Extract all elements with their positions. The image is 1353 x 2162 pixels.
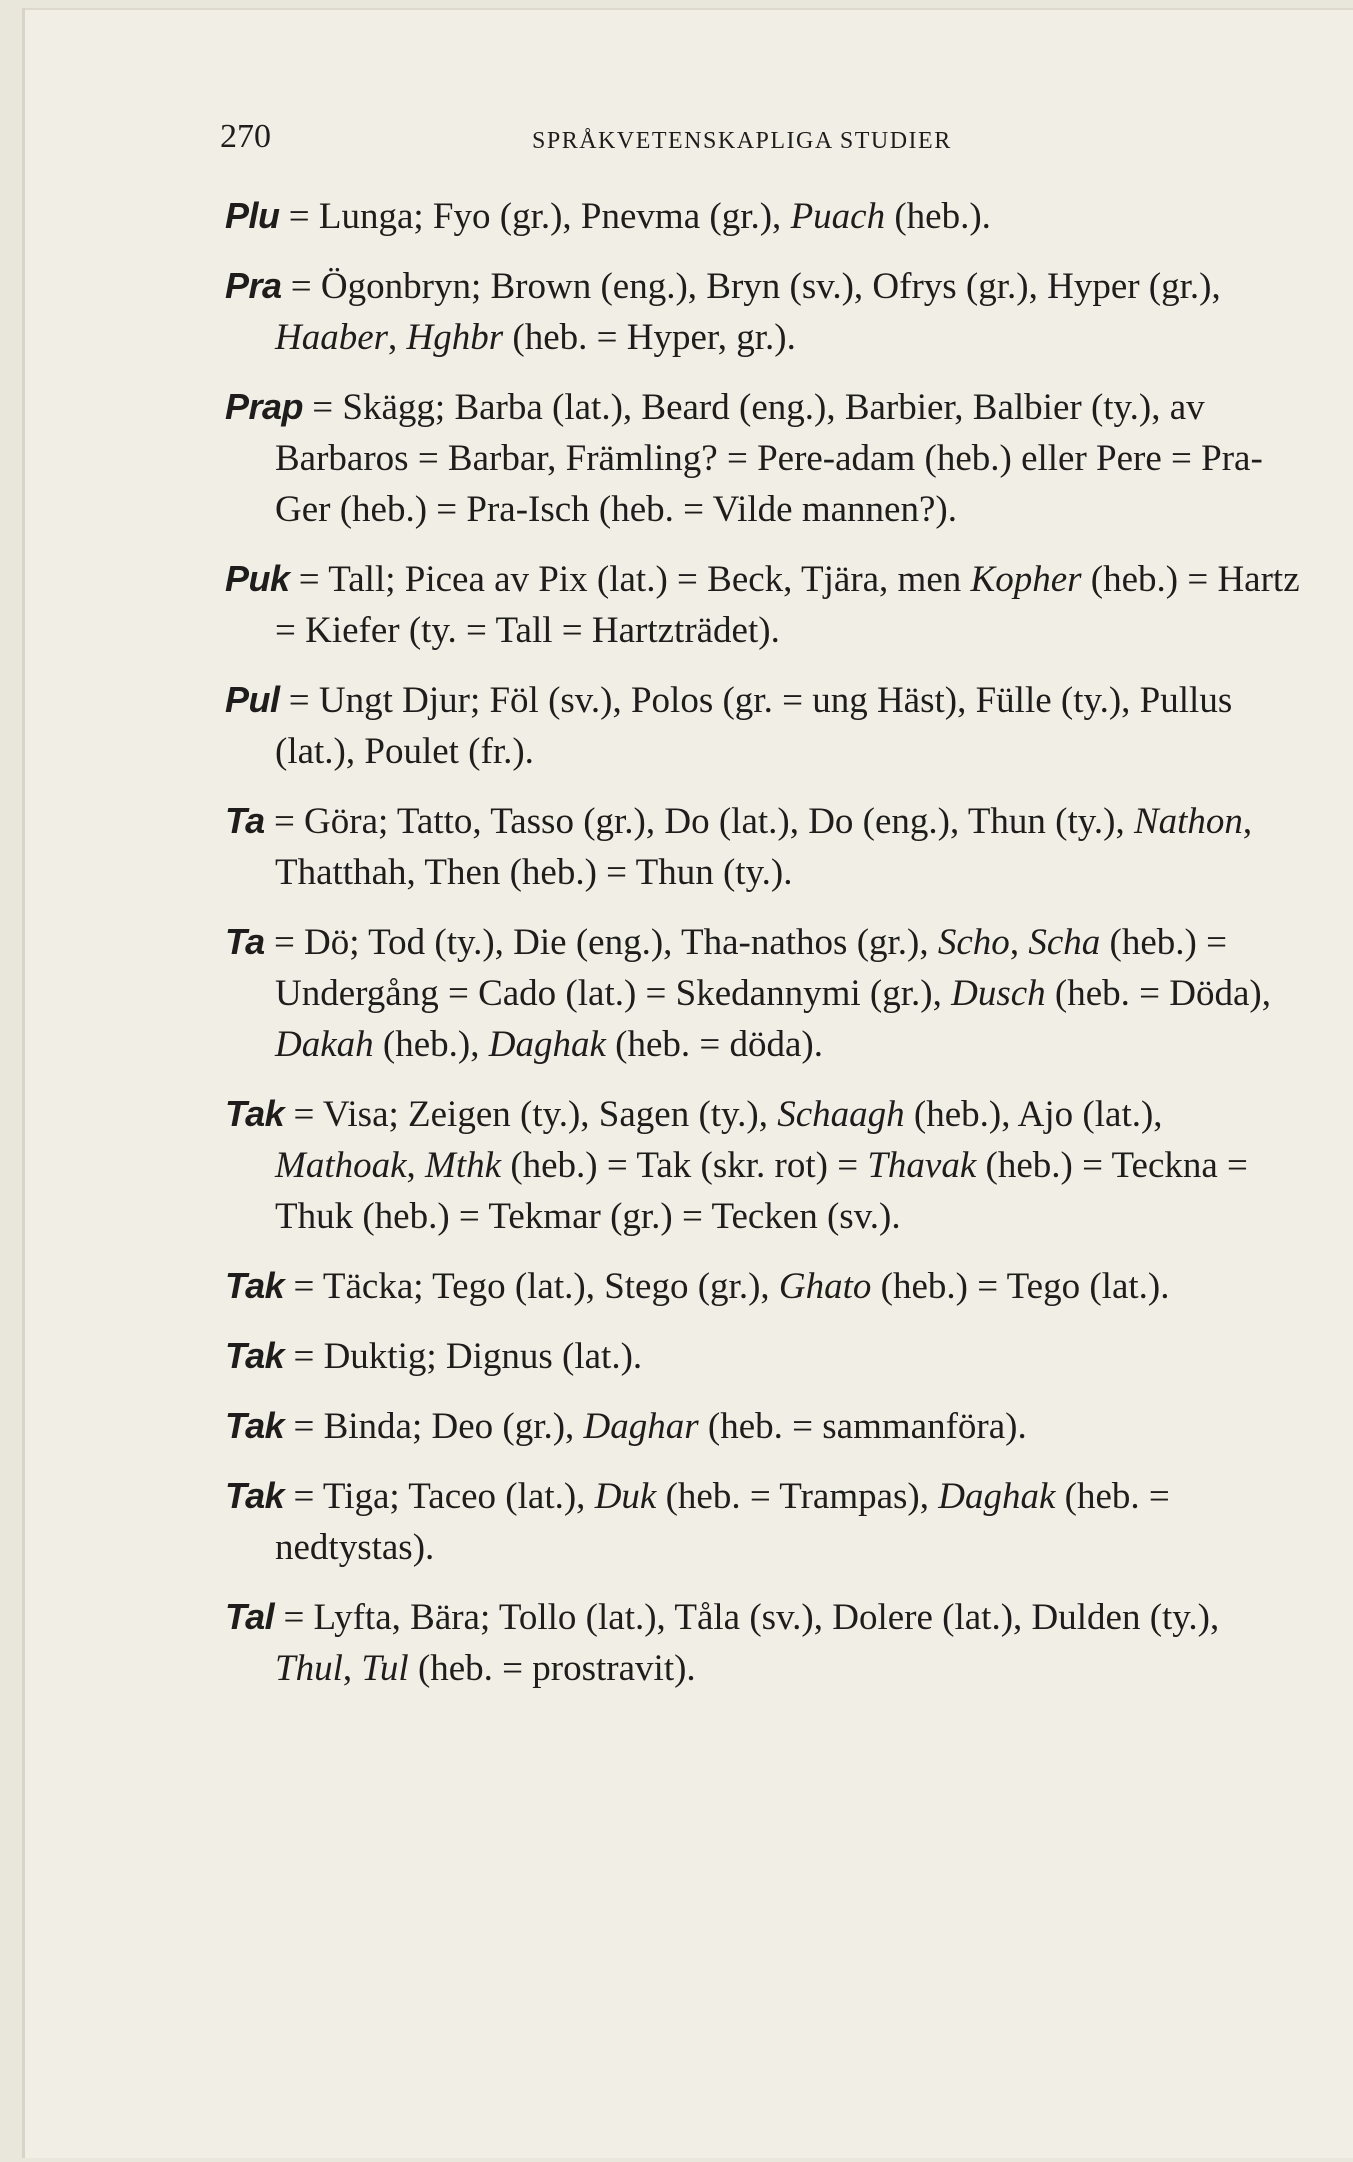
dictionary-entry — [225, 1470, 1305, 1573]
entry-italic-term: Daghar — [583, 1406, 699, 1447]
entry-italic-term: Mthk — [425, 1145, 502, 1186]
entry-italic-term: Dakah — [275, 1024, 374, 1065]
entry-headword: Puk — [225, 558, 290, 599]
entry-text: , — [1009, 922, 1029, 963]
entry-text: = Visa; Zeigen (ty.), Sagen (ty.), — [284, 1094, 778, 1135]
entry-text: = Skägg; Barba (lat.), Beard (eng.), Barbier, Balbier (ty.), av Barbaros = Barbar, Främling? = Pere-adam (heb.) eller Pere = Pra-Ger (heb.) = Pra-Isch (heb. = Vilde mannen?). — [275, 387, 1263, 530]
entry-text: (heb.) = Tak (skr. rot) = — [501, 1145, 868, 1186]
dictionary-entry — [225, 795, 1305, 898]
entry-text: , Thatthah, Then (heb.) = Thun (ty.). — [275, 801, 1253, 893]
entry-text: (heb. = Döda), — [1045, 973, 1271, 1014]
entry-text: = Lunga; Fyo (gr.), Pnevma (gr.), — [279, 196, 791, 237]
entry-text: (heb.). — [885, 196, 991, 237]
dictionary-entry — [225, 381, 1305, 535]
entry-italic-term: Nathon — [1133, 801, 1243, 842]
entry-headword: Ta — [225, 800, 265, 841]
entry-headword: Pra — [225, 265, 282, 306]
entry-italic-term: Daghak — [938, 1476, 1056, 1517]
entry-italic-term: Thavak — [867, 1145, 977, 1186]
entry-text: (heb. = döda). — [605, 1024, 823, 1065]
entry-text: = Duktig; Dignus (lat.). — [284, 1336, 643, 1377]
dictionary-entry — [225, 190, 1305, 242]
entry-text: (heb.), — [373, 1024, 489, 1065]
entry-text: = Tall; Picea av Pix (lat.) = Beck, Tjära, men — [289, 559, 971, 600]
entry-italic-term: Mathoak — [275, 1145, 407, 1186]
entry-italic-term: Dusch — [951, 973, 1046, 1014]
entry-italic-term: Tul — [361, 1648, 409, 1689]
entry-headword: Tal — [225, 1596, 275, 1637]
entry-italic-term: Puach — [790, 196, 886, 237]
entry-text: , — [388, 317, 407, 358]
page-number: 270 — [220, 118, 271, 155]
dictionary-entry — [225, 1330, 1305, 1382]
entry-headword: Pul — [225, 679, 280, 720]
entry-text: (heb.) = Tego (lat.). — [871, 1266, 1170, 1307]
entry-text: , — [342, 1648, 362, 1689]
dictionary-entry — [225, 916, 1305, 1070]
entry-headword: Ta — [225, 921, 265, 962]
entry-text: = Ungt Djur; Föl (sv.), Polos (gr. = ung Häst), Fülle (ty.), Pullus (lat.), Poulet (fr.). — [275, 680, 1233, 772]
entry-text: (heb.) = Undergång = Cado (lat.) = Skedannymi (gr.), — [275, 922, 1227, 1014]
entry-headword: Tak — [225, 1265, 285, 1306]
dictionary-entry — [225, 674, 1305, 777]
entry-text: (heb. = nedtystas). — [275, 1476, 1170, 1568]
entry-text: = Tiga; Taceo (lat.), — [284, 1476, 595, 1517]
dictionary-entry — [225, 260, 1305, 363]
entry-text: (heb. = Trampas), — [656, 1476, 939, 1517]
dictionary-entries — [225, 190, 1305, 1712]
entry-headword: Plu — [225, 195, 280, 236]
page-header — [220, 118, 1320, 168]
entry-italic-term: Ghato — [778, 1266, 872, 1307]
entry-text: = Dö; Tod (ty.), Die (eng.), Tha-nathos (gr.), — [264, 922, 938, 963]
entry-text: (heb.) = Hartz = Kiefer (ty. = Tall = Hartzträdet). — [275, 559, 1300, 651]
entry-text: = Täcka; Tego (lat.), Stego (gr.), — [284, 1266, 779, 1307]
entry-italic-term: Scha — [1028, 922, 1101, 963]
entry-text: = Göra; Tatto, Tasso (gr.), Do (lat.), Do (eng.), Thun (ty.), — [264, 801, 1134, 842]
entry-italic-term: Haaber — [275, 317, 389, 358]
entry-text: = Ögonbryn; Brown (eng.), Bryn (sv.), Ofrys (gr.), Hyper (gr.), — [281, 266, 1221, 307]
dictionary-entry — [225, 1260, 1305, 1312]
entry-text: (heb. = Hyper, gr.). — [503, 317, 796, 358]
book-page — [22, 8, 1353, 2158]
dictionary-entry — [225, 553, 1305, 656]
entry-headword: Tak — [225, 1093, 285, 1134]
entry-headword: Tak — [225, 1335, 285, 1376]
entry-italic-term: Scho — [937, 922, 1010, 963]
entry-italic-term: Schaagh — [777, 1094, 905, 1135]
entry-text: (heb.), Ajo (lat.), — [904, 1094, 1163, 1135]
entry-headword: Prap — [225, 386, 304, 427]
entry-italic-term: Thul — [275, 1648, 343, 1689]
entry-italic-term: Daghak — [488, 1024, 606, 1065]
running-head: SPRÅKVETENSKAPLIGA STUDIER — [532, 128, 952, 154]
entry-headword: Tak — [225, 1475, 285, 1516]
entry-text: = Lyfta, Bära; Tollo (lat.), Tåla (sv.), Dolere (lat.), Dulden (ty.), — [274, 1597, 1220, 1638]
entry-text: (heb. = prostravit). — [408, 1648, 696, 1689]
dictionary-entry — [225, 1591, 1305, 1694]
entry-text: (heb. = sammanföra). — [698, 1406, 1027, 1447]
dictionary-entry — [225, 1400, 1305, 1452]
entry-italic-term: Hghbr — [406, 317, 504, 358]
entry-italic-term: Kopher — [970, 559, 1082, 600]
entry-italic-term: Duk — [594, 1476, 657, 1517]
entry-headword: Tak — [225, 1405, 285, 1446]
dictionary-entry — [225, 1088, 1305, 1242]
entry-text: , — [406, 1145, 426, 1186]
entry-text: (heb.) = Teckna = Thuk (heb.) = Tekmar (gr.) = Tecken (sv.). — [275, 1145, 1248, 1237]
entry-text: = Binda; Deo (gr.), — [284, 1406, 584, 1447]
